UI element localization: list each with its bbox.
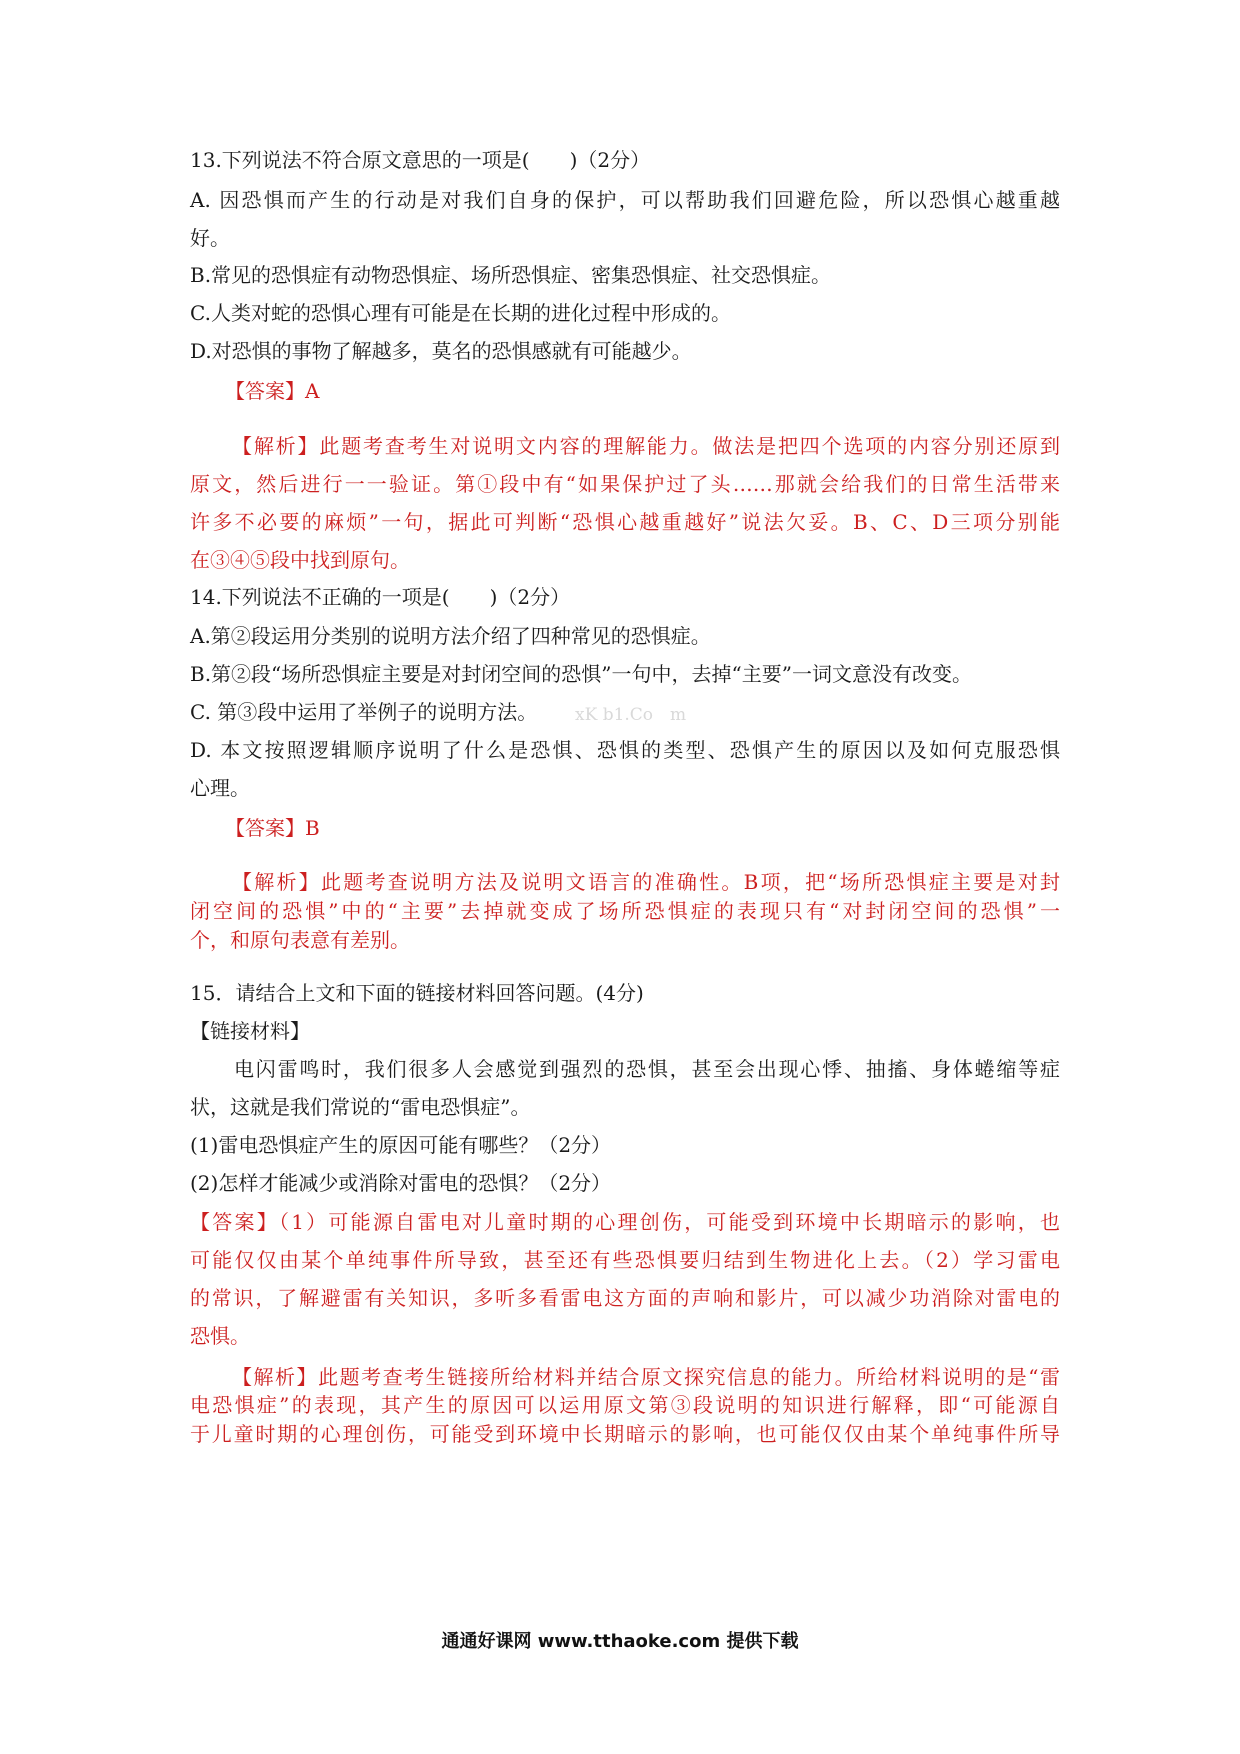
q14-option-a: A.第②段运用分类别的说明方法介绍了四种常见的恐惧症。 — [190, 624, 711, 648]
q14-option-d-line2: 心理。 — [190, 776, 250, 800]
q13-option-c: C.人类对蛇的恐惧心理有可能是在长期的进化过程中形成的。 — [190, 301, 731, 325]
q13-option-a-line2: 好。 — [190, 226, 230, 250]
q14-option-d-line1: D. 本文按照逻辑顺序说明了什么是恐惧、恐惧的类型、恐惧产生的原因以及如何克服恐惧 — [190, 738, 1060, 762]
q13-explanation-line1: 【解析】此题考查考生对说明文内容的理解能力。做法是把四个选项的内容分别还原到 — [232, 434, 1060, 458]
q15-answer-line2: 可能仅仅由某个单纯事件所导致，甚至还有些恐惧要归结到生物进化上去。（2）学习雷电 — [190, 1248, 1060, 1272]
q15-subquestion-1: (1)雷电恐惧症产生的原因可能有哪些？（2分） — [190, 1133, 612, 1157]
q14-option-b: B.第②段“场所恐惧症主要是对封闭空间的恐惧”一句中，去掉“主要”一词文意没有改变。 — [190, 662, 972, 686]
q15-answer-line1: 【答案】（1）可能源自雷电对儿童时期的心理创伤，可能受到环境中长期暗示的影响，也 — [190, 1210, 1060, 1234]
q15-answer-line4: 恐惧。 — [190, 1324, 250, 1348]
q15-explanation-line2: 电恐惧症”的表现，其产生的原因可以运用原文第③段说明的知识进行解释，即“可能源自 — [190, 1393, 1060, 1417]
q15-material-line1: 电闪雷鸣时，我们很多人会感觉到强烈的恐惧，甚至会出现心悸、抽搐、身体蜷缩等症 — [234, 1057, 1060, 1081]
q13-option-a-line1: A. 因恐惧而产生的行动是对我们自身的保护，可以帮助我们回避危险，所以恐惧心越重越 — [190, 188, 1060, 212]
q13-answer: 【答案】A — [225, 379, 320, 403]
q14-stem: 14.下列说法不正确的一项是( )（2分） — [190, 585, 571, 609]
q14-explanation-line3: 个，和原句表意有差别。 — [190, 928, 410, 952]
q13-explanation-line3: 许多不必要的麻烦”一句，据此可判断“恐惧心越重越好”说法欠妥。B、C、D三项分别能 — [190, 510, 1060, 534]
q14-answer: 【答案】B — [225, 816, 320, 840]
page-footer: 通通好课网 www.tthaoke.com 提供下载 — [441, 1631, 799, 1652]
q14-option-c: C. 第③段中运用了举例子的说明方法。 — [190, 700, 538, 724]
q15-material-label: 【链接材料】 — [190, 1019, 310, 1043]
q13-explanation-line4: 在③④⑤段中找到原句。 — [190, 548, 410, 572]
q13-option-d: D.对恐惧的事物了解越多，莫名的恐惧感就有可能越少。 — [190, 339, 692, 363]
q15-explanation-line3: 于儿童时期的心理创伤，可能受到环境中长期暗示的影响，也可能仅仅由某个单纯事件所导 — [190, 1422, 1060, 1446]
q15-answer-line3: 的常识，了解避雷有关知识，多听多看雷电这方面的声响和影片，可以减少功消除对雷电的 — [190, 1286, 1060, 1310]
q13-explanation-line2: 原文，然后进行一一验证。第①段中有“如果保护过了头……那就会给我们的日常生活带来 — [190, 472, 1060, 496]
watermark: xK b1.Co m — [575, 705, 687, 725]
q14-explanation-line1: 【解析】此题考查说明方法及说明文语言的准确性。B项，把“场所恐惧症主要是对封 — [232, 870, 1060, 894]
q13-stem: 13.下列说法不符合原文意思的一项是( )（2分） — [190, 148, 651, 172]
q14-explanation-line2: 闭空间的恐惧”中的“主要”去掉就变成了场所恐惧症的表现只有“对封闭空间的恐惧”一 — [190, 899, 1060, 923]
q13-option-b: B.常见的恐惧症有动物恐惧症、场所恐惧症、密集恐惧症、社交恐惧症。 — [190, 263, 832, 287]
q15-subquestion-2: (2)怎样才能减少或消除对雷电的恐惧？（2分） — [190, 1171, 612, 1195]
q15-explanation-line1: 【解析】此题考查考生链接所给材料并结合原文探究信息的能力。所给材料说明的是“雷 — [232, 1365, 1060, 1389]
q15-stem: 15．请结合上文和下面的链接材料回答问题。(4分) — [190, 981, 644, 1005]
q15-material-line2: 状，这就是我们常说的“雷电恐惧症”。 — [190, 1095, 531, 1119]
